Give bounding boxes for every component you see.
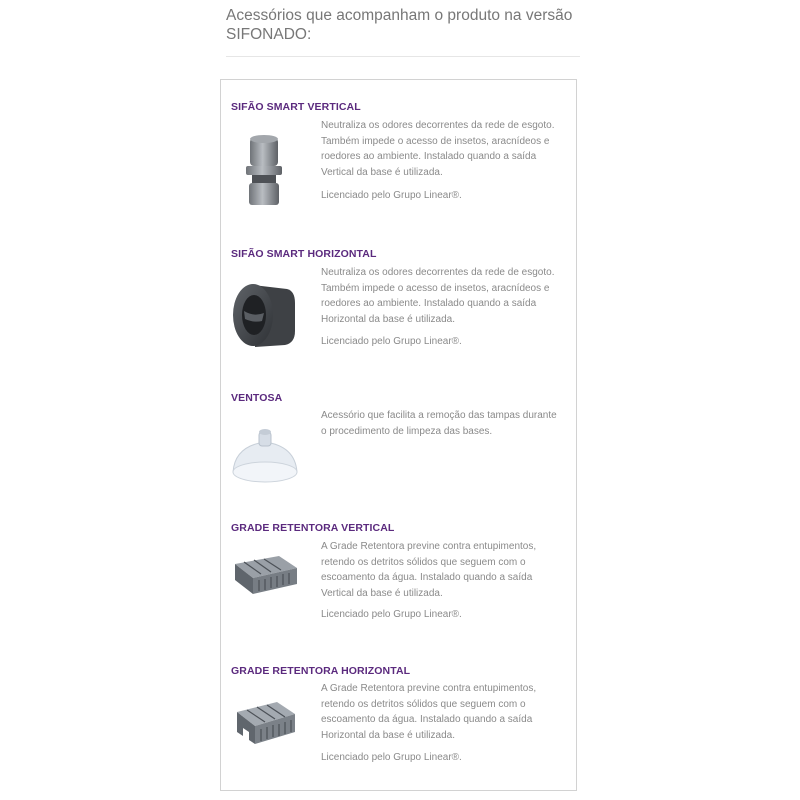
accessory-description: Neutraliza os odores decorrentes da rede de esgoto. Também impede o acesso de insetos, aracnídeos e roedores ao ambiente. Instalado quando a saída Vertical da base é utilizada. xyxy=(321,120,555,178)
accessory-description: A Grade Retentora previne contra entupimentos, retendo os detritos sólidos que seguem com o escoamento da água. Instalado quando a saída Horizontal da base é utilizada. xyxy=(321,683,537,741)
vertical-grate-icon xyxy=(229,542,301,622)
accessory-license: Licenciado pelo Grupo Linear®. xyxy=(321,336,462,347)
horizontal-grate-icon xyxy=(229,688,301,768)
accessory-license: Licenciado pelo Grupo Linear®. xyxy=(321,609,462,620)
vertical-siphon-icon xyxy=(229,132,301,212)
accessory-title: GRADE RETENTORA HORIZONTAL xyxy=(231,665,411,677)
accessories-panel xyxy=(220,79,577,791)
accessory-description: Acessório que facilita a remoção das tampas durante o procedimento de limpeza das bases. xyxy=(321,410,557,437)
heading-divider xyxy=(226,56,580,57)
accessory-title: VENTOSA xyxy=(231,392,283,404)
accessory-license: Licenciado pelo Grupo Linear®. xyxy=(321,190,462,201)
accessory-description: A Grade Retentora previne contra entupimentos, retendo os detritos sólidos que seguem com o escoamento da água. Instalado quando a saída Vertical da base é utilizada. xyxy=(321,541,537,599)
accessory-title: SIFÃO SMART HORIZONTAL xyxy=(231,248,377,260)
accessory-title: GRADE RETENTORA VERTICAL xyxy=(231,522,395,534)
suction-cup-icon xyxy=(229,420,301,500)
accessory-title: SIFÃO SMART VERTICAL xyxy=(231,101,361,113)
section-heading: Acessórios que acompanham o produto na versão SIFONADO: xyxy=(226,7,573,43)
accessory-license: Licenciado pelo Grupo Linear®. xyxy=(321,752,462,763)
accessory-description: Neutraliza os odores decorrentes da rede de esgoto. Também impede o acesso de insetos, aracnídeos e roedores ao ambiente. Instalado quando a saída Horizontal da base é utilizada. xyxy=(321,267,555,325)
horizontal-siphon-icon xyxy=(229,275,301,355)
